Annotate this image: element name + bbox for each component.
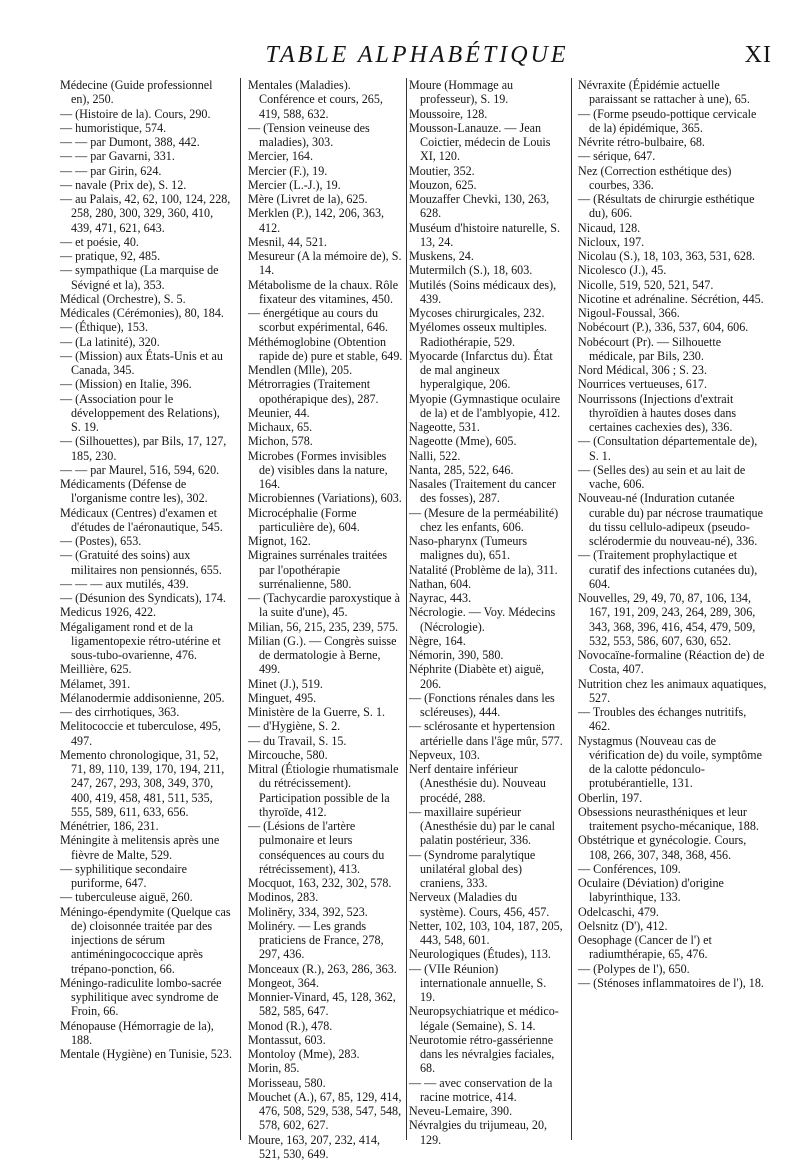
- index-entry: Médicales (Cérémonies), 80, 184.: [60, 306, 232, 320]
- index-entry: Nicloux, 197.: [578, 235, 768, 249]
- index-entry: Mégaligament rond et de la ligamentopexie rétro-utérine et sous-tubo-ovarienne, 476.: [60, 620, 232, 663]
- index-entry: Moutier, 352.: [409, 164, 564, 178]
- index-entry: Nepveux, 103.: [409, 748, 564, 762]
- index-entry: Neuropsychiatrique et médico-légale (Semaine), S. 14.: [409, 1004, 564, 1033]
- index-entry: Méningite à melitensis après une fièvre de Malte, 529.: [60, 833, 232, 862]
- index-entry: Mocquot, 163, 232, 302, 578.: [248, 876, 404, 890]
- index-entry: Nourrices vertueuses, 617.: [578, 377, 768, 391]
- index-entry: — (Gratuité des soins) aux militaires non pensionnés, 655.: [60, 548, 232, 577]
- index-entry: Nigoul-Foussal, 366.: [578, 306, 768, 320]
- index-entry: — humoristique, 574.: [60, 121, 232, 135]
- index-entry: — — par Gavarni, 331.: [60, 149, 232, 163]
- index-entry: — — par Girin, 624.: [60, 164, 232, 178]
- index-entry: Nageotte (Mme), 605.: [409, 434, 564, 448]
- index-entry: — (Postes), 653.: [60, 534, 232, 548]
- index-entry: Nécrologie. — Voy. Médecins (Nécrologie).: [409, 605, 564, 634]
- index-entry: Monod (R.), 478.: [248, 1019, 404, 1033]
- index-entry: Mercier (L.-J.), 19.: [248, 178, 404, 192]
- index-entry: Mélamet, 391.: [60, 677, 232, 691]
- index-entry: — du Travail, S. 15.: [248, 734, 404, 748]
- index-column-3: [409, 78, 564, 1140]
- index-entry: Nourrissons (Injections d'extrait thyroïdien à hautes doses dans certaines cachexies des), 336.: [578, 392, 768, 435]
- index-entry: Névraxite (Épidémie actuelle paraissant se rattacher à une), 65.: [578, 78, 768, 107]
- index-entry: — (Mesure de la perméabilité) chez les enfants, 606.: [409, 506, 564, 535]
- index-entry: Modinos, 283.: [248, 890, 404, 904]
- index-entry: — navale (Prix de), S. 12.: [60, 178, 232, 192]
- index-entry: — — par Dumont, 388, 442.: [60, 135, 232, 149]
- index-entry: Mercier (F.), 19.: [248, 164, 404, 178]
- index-entry: Moure (Hommage au professeur), S. 19.: [409, 78, 564, 107]
- index-entry: Mendlen (Mlle), 205.: [248, 363, 404, 377]
- index-entry: Mitral (Étiologie rhumatismale du rétrécissement). Participation possible de la thyroïde, 412.: [248, 762, 404, 819]
- index-entry: — tuberculeuse aiguë, 260.: [60, 890, 232, 904]
- index-entry: Oculaire (Déviation) d'origine labyrinthique, 133.: [578, 876, 768, 905]
- index-entry: Muskens, 24.: [409, 249, 564, 263]
- index-entry: Merklen (P.), 142, 206, 363, 412.: [248, 206, 404, 235]
- index-entry: Nutrition chez les animaux aquatiques, 527.: [578, 677, 768, 706]
- index-column-2: [248, 78, 404, 1140]
- index-entry: Obstétrique et gynécologie. Cours, 108, 266, 307, 348, 368, 456.: [578, 833, 768, 862]
- index-entry: Molinéry. — Les grands praticiens de France, 278, 297, 436.: [248, 919, 404, 962]
- index-entry: Odelcaschi, 479.: [578, 905, 768, 919]
- index-entry: Ministère de la Guerre, S. 1.: [248, 705, 404, 719]
- index-entry: Nageotte, 531.: [409, 420, 564, 434]
- index-entry: Mousson-Lanauze. — Jean Coictier, médecin de Louis XI, 120.: [409, 121, 564, 164]
- index-entry: Milian, 56, 215, 235, 239, 575.: [248, 620, 404, 634]
- index-entry: Novocaïne-formaline (Réaction de) de Costa, 407.: [578, 648, 768, 677]
- index-entry: — (Résultats de chirurgie esthétique du), 606.: [578, 192, 768, 221]
- index-entry: Neurotomie rétro-gassérienne dans les névralgies faciales, 68.: [409, 1033, 564, 1076]
- index-entry: Nouvelles, 29, 49, 70, 87, 106, 134, 167, 191, 209, 243, 264, 289, 306, 343, 368, 396, 416, 454, 479, 509, 532, 553, 586, 607, 630, 652.: [578, 591, 768, 648]
- index-entry: — syphilitique secondaire puriforme, 647.: [60, 862, 232, 891]
- index-entry: Moure, 163, 207, 232, 414, 521, 530, 649.: [248, 1133, 404, 1161]
- index-entry: Milian (G.). — Congrès suisse de dermatologie à Berne, 499.: [248, 634, 404, 677]
- index-entry: — (Histoire de la). Cours, 290.: [60, 107, 232, 121]
- index-entry: — (Éthique), 153.: [60, 320, 232, 334]
- index-entry: Mercier, 164.: [248, 149, 404, 163]
- page-header: [62, 40, 772, 80]
- index-entry: Netter, 102, 103, 104, 187, 205, 443, 548, 601.: [409, 919, 564, 948]
- index-entry: Médecine (Guide professionnel en), 250.: [60, 78, 232, 107]
- index-entry: Oberlin, 197.: [578, 791, 768, 805]
- index-entry: — (Consultation départementale de), S. 1.: [578, 434, 768, 463]
- index-entry: Michon, 578.: [248, 434, 404, 448]
- index-entry: — pratique, 92, 485.: [60, 249, 232, 263]
- index-entry: Neurologiques (Études), 113.: [409, 947, 564, 961]
- index-entry: — (Silhouettes), par Bils, 17, 127, 185, 230.: [60, 434, 232, 463]
- index-entry: Médicaux (Centres) d'examen et d'études de l'aéronautique, 545.: [60, 506, 232, 535]
- index-entry: — Conférences, 109.: [578, 862, 768, 876]
- index-entry: Oelsnitz (D'), 412.: [578, 919, 768, 933]
- column-divider: [240, 78, 241, 1140]
- index-entry: — (Forme pseudo-pottique cervicale de la) épidémique, 365.: [578, 107, 768, 136]
- page-number: XI: [745, 42, 772, 69]
- index-entry: Mignot, 162.: [248, 534, 404, 548]
- index-entry: Montoloy (Mme), 283.: [248, 1047, 404, 1061]
- index-entry: Monceaux (R.), 263, 286, 363.: [248, 962, 404, 976]
- index-entry: Minguet, 495.: [248, 691, 404, 705]
- index-entry: Nicotine et adrénaline. Sécrétion, 445.: [578, 292, 768, 306]
- index-entry: Méningo-radiculite lombo-sacrée syphilitique avec syndrome de Froin, 66.: [60, 976, 232, 1019]
- index-entry: Migraines surrénales traitées par l'opothérapie surrénalienne, 580.: [248, 548, 404, 591]
- index-entry: Mère (Livret de la), 625.: [248, 192, 404, 206]
- index-entry: Métrorragies (Traitement opothérapique des), 287.: [248, 377, 404, 406]
- index-entry: Oesophage (Cancer de l') et radiumthérapie, 65, 476.: [578, 933, 768, 962]
- index-entry: Microbes (Formes invisibles de) visibles dans la nature, 164.: [248, 449, 404, 492]
- index-entry: Meunier, 44.: [248, 406, 404, 420]
- index-entry: Mouzaffer Chevki, 130, 263, 628.: [409, 192, 564, 221]
- index-entry: Muséum d'histoire naturelle, S. 13, 24.: [409, 221, 564, 250]
- index-entry: — — par Maurel, 516, 594, 620.: [60, 463, 232, 477]
- index-entry: Nicolesco (J.), 45.: [578, 263, 768, 277]
- index-entry: — (Désunion des Syndicats), 174.: [60, 591, 232, 605]
- index-entry: — (Sténoses inflammatoires de l'), 18.: [578, 976, 768, 990]
- index-entry: Nord Médical, 306 ; S. 23.: [578, 363, 768, 377]
- index-entry: Nerf dentaire inférieur (Anesthésie du). Nouveau procédé, 288.: [409, 762, 564, 805]
- index-entry: Nasales (Traitement du cancer des fosses), 287.: [409, 477, 564, 506]
- index-entry: Nerveux (Maladies du système). Cours, 456, 457.: [409, 890, 564, 919]
- index-entry: — (Polypes de l'), 650.: [578, 962, 768, 976]
- index-entry: Nystagmus (Nouveau cas de vérification de) du voile, symptôme de la calotte pédonculo-protubérantielle, 131.: [578, 734, 768, 791]
- index-entry: — énergétique au cours du scorbut expérimental, 646.: [248, 306, 404, 335]
- index-entry: Montassut, 603.: [248, 1033, 404, 1047]
- index-entry: — (Syndrome paralytique unilatéral global des) craniens, 333.: [409, 848, 564, 891]
- index-entry: Medicus 1926, 422.: [60, 605, 232, 619]
- index-entry: Naso-pharynx (Tumeurs malignes du), 651.: [409, 534, 564, 563]
- index-entry: Ménétrier, 186, 231.: [60, 819, 232, 833]
- index-entry: Myocarde (Infarctus du). État de mal angineux hyperalgique, 206.: [409, 349, 564, 392]
- index-entry: Microcéphalie (Forme particulière de), 604.: [248, 506, 404, 535]
- index-entry: Neveu-Lemaire, 390.: [409, 1104, 564, 1118]
- index-column-1: [60, 78, 232, 1140]
- index-entry: Myélomes osseux multiples. Radiothérapie, 529.: [409, 320, 564, 349]
- index-entry: Névralgies du trijumeau, 20, 129.: [409, 1118, 564, 1147]
- index-entry: Nayrac, 443.: [409, 591, 564, 605]
- index-entry: Memento chronologique, 31, 52, 71, 89, 110, 139, 170, 194, 211, 247, 267, 293, 308, 349, 370, 400, 419, 458, 481, 511, 535, 555, 589, 611, 633, 656.: [60, 748, 232, 819]
- index-entry: Minet (J.), 519.: [248, 677, 404, 691]
- index-entry: Mouchet (A.), 67, 85, 129, 414, 476, 508, 529, 538, 547, 548, 578, 602, 627.: [248, 1090, 404, 1133]
- index-entry: — des cirrhotiques, 363.: [60, 705, 232, 719]
- index-column-4: [578, 78, 768, 1140]
- index-entry: Melitococcie et tuberculose, 495, 497.: [60, 719, 232, 748]
- index-entry: — (Mission) en Italie, 396.: [60, 377, 232, 391]
- column-divider: [406, 78, 407, 1140]
- index-entry: — (Mission) aux États-Unis et au Canada, 345.: [60, 349, 232, 378]
- index-entry: Mircouche, 580.: [248, 748, 404, 762]
- index-entry: Nalli, 522.: [409, 449, 564, 463]
- page-title: TABLE ALPHABÉTIQUE: [62, 42, 772, 69]
- index-entry: — (Lésions de l'artère pulmonaire et leurs conséquences au cours du rétrécissement), 413.: [248, 819, 404, 876]
- index-entry: Méthémoglobine (Obtention rapide de) pure et stable, 649.: [248, 335, 404, 364]
- index-entry: — (Association pour le développement des Relations), S. 19.: [60, 392, 232, 435]
- index-entry: — d'Hygiène, S. 2.: [248, 719, 404, 733]
- index-entry: Natalité (Problème de la), 311.: [409, 563, 564, 577]
- index-entry: Morisseau, 580.: [248, 1076, 404, 1090]
- index-entry: — — — aux mutilés, 439.: [60, 577, 232, 591]
- index-entry: Nobécourt (Pr). — Silhouette médicale, par Bils, 230.: [578, 335, 768, 364]
- index-entry: — (Fonctions rénales dans les scléreuses), 444.: [409, 691, 564, 720]
- index-entry: Mycoses chirurgicales, 232.: [409, 306, 564, 320]
- index-entry: — (Traitement prophylactique et curatif des infections cutanées du), 604.: [578, 548, 768, 591]
- index-entry: Nanta, 285, 522, 646.: [409, 463, 564, 477]
- index-entry: Nez (Correction esthétique des) courbes, 336.: [578, 164, 768, 193]
- index-entry: Mutilés (Soins médicaux des), 439.: [409, 278, 564, 307]
- column-divider: [571, 78, 572, 1140]
- index-entry: — sclérosante et hypertension artérielle dans l'âge mûr, 577.: [409, 719, 564, 748]
- index-entry: Métabolisme de la chaux. Rôle fixateur des vitamines, 450.: [248, 278, 404, 307]
- index-entry: Mentale (Hygiène) en Tunisie, 523.: [60, 1047, 232, 1061]
- index-entry: Nouveau-né (Induration cutanée curable du) par nécrose traumatique du tissu cellulo-adipeux (pseudo-sclérodermie du nouveau-né), 336.: [578, 491, 768, 548]
- index-entry: — — avec conservation de la racine motrice, 414.: [409, 1076, 564, 1105]
- index-entry: Nicolle, 519, 520, 521, 547.: [578, 278, 768, 292]
- index-entry: Michaux, 65.: [248, 420, 404, 434]
- index-entry: Némorin, 390, 580.: [409, 648, 564, 662]
- index-entry: Mélanodermie addisonienne, 205.: [60, 691, 232, 705]
- index-entry: Mesureur (A la mémoire de), S. 14.: [248, 249, 404, 278]
- index-entry: Mutermilch (S.), 18, 603.: [409, 263, 564, 277]
- index-entry: — (VIIe Réunion) internationale annuelle, S. 19.: [409, 962, 564, 1005]
- index-entry: — maxillaire supérieur (Anesthésie du) par le canal palatin postérieur, 336.: [409, 805, 564, 848]
- index-entry: — au Palais, 42, 62, 100, 124, 228, 258, 280, 300, 329, 360, 410, 439, 471, 621, 643.: [60, 192, 232, 235]
- index-entry: Médical (Orchestre), S. 5.: [60, 292, 232, 306]
- index-entry: Médicaments (Défense de l'organisme contre les), 302.: [60, 477, 232, 506]
- index-entry: Néphrite (Diabète et) aiguë, 206.: [409, 662, 564, 691]
- index-entry: Obsessions neurasthéniques et leur traitement psycho-mécanique, 188.: [578, 805, 768, 834]
- index-entry: Meillière, 625.: [60, 662, 232, 676]
- index-entry: Nathan, 604.: [409, 577, 564, 591]
- index-entry: Mouzon, 625.: [409, 178, 564, 192]
- index-entry: — Troubles des échanges nutritifs, 462.: [578, 705, 768, 734]
- index-entry: Mongeot, 364.: [248, 976, 404, 990]
- index-entry: Ménopause (Hémorragie de la), 188.: [60, 1019, 232, 1048]
- index-entry: Nicolau (S.), 18, 103, 363, 531, 628.: [578, 249, 768, 263]
- index-entry: — et poésie, 40.: [60, 235, 232, 249]
- index-entry: Méningo-épendymite (Quelque cas de) cloisonnée traitée par des injections de sérum antiméningococcique après trépano-ponction, 66.: [60, 905, 232, 976]
- index-entry: Monnier-Vinard, 45, 128, 362, 582, 585, 647.: [248, 990, 404, 1019]
- index-entry: Morin, 85.: [248, 1061, 404, 1075]
- index-entry: Myopie (Gymnastique oculaire de la) et de l'amblyopie, 412.: [409, 392, 564, 421]
- index-entry: Microbiennes (Variations), 603.: [248, 491, 404, 505]
- index-entry: — (Selles des) au sein et au lait de vache, 606.: [578, 463, 768, 492]
- index-entry: — (La latinité), 320.: [60, 335, 232, 349]
- index-entry: Nobécourt (P.), 336, 537, 604, 606.: [578, 320, 768, 334]
- index-entry: Nicaud, 128.: [578, 221, 768, 235]
- index-entry: — (Tachycardie paroxystique à la suite d'une), 45.: [248, 591, 404, 620]
- index-entry: Moussoire, 128.: [409, 107, 564, 121]
- index-entry: — sérique, 647.: [578, 149, 768, 163]
- index-entry: Nègre, 164.: [409, 634, 564, 648]
- index-entry: Névrite rétro-bulbaire, 68.: [578, 135, 768, 149]
- index-entry: Mesnil, 44, 521.: [248, 235, 404, 249]
- index-entry: Mentales (Maladies). Conférence et cours, 265, 419, 588, 632.: [248, 78, 404, 121]
- index-entry: Moliněry, 334, 392, 523.: [248, 905, 404, 919]
- index-entry: — sympathique (La marquise de Sévigné et la), 353.: [60, 263, 232, 292]
- index-entry: — (Tension veineuse des maladies), 303.: [248, 121, 404, 150]
